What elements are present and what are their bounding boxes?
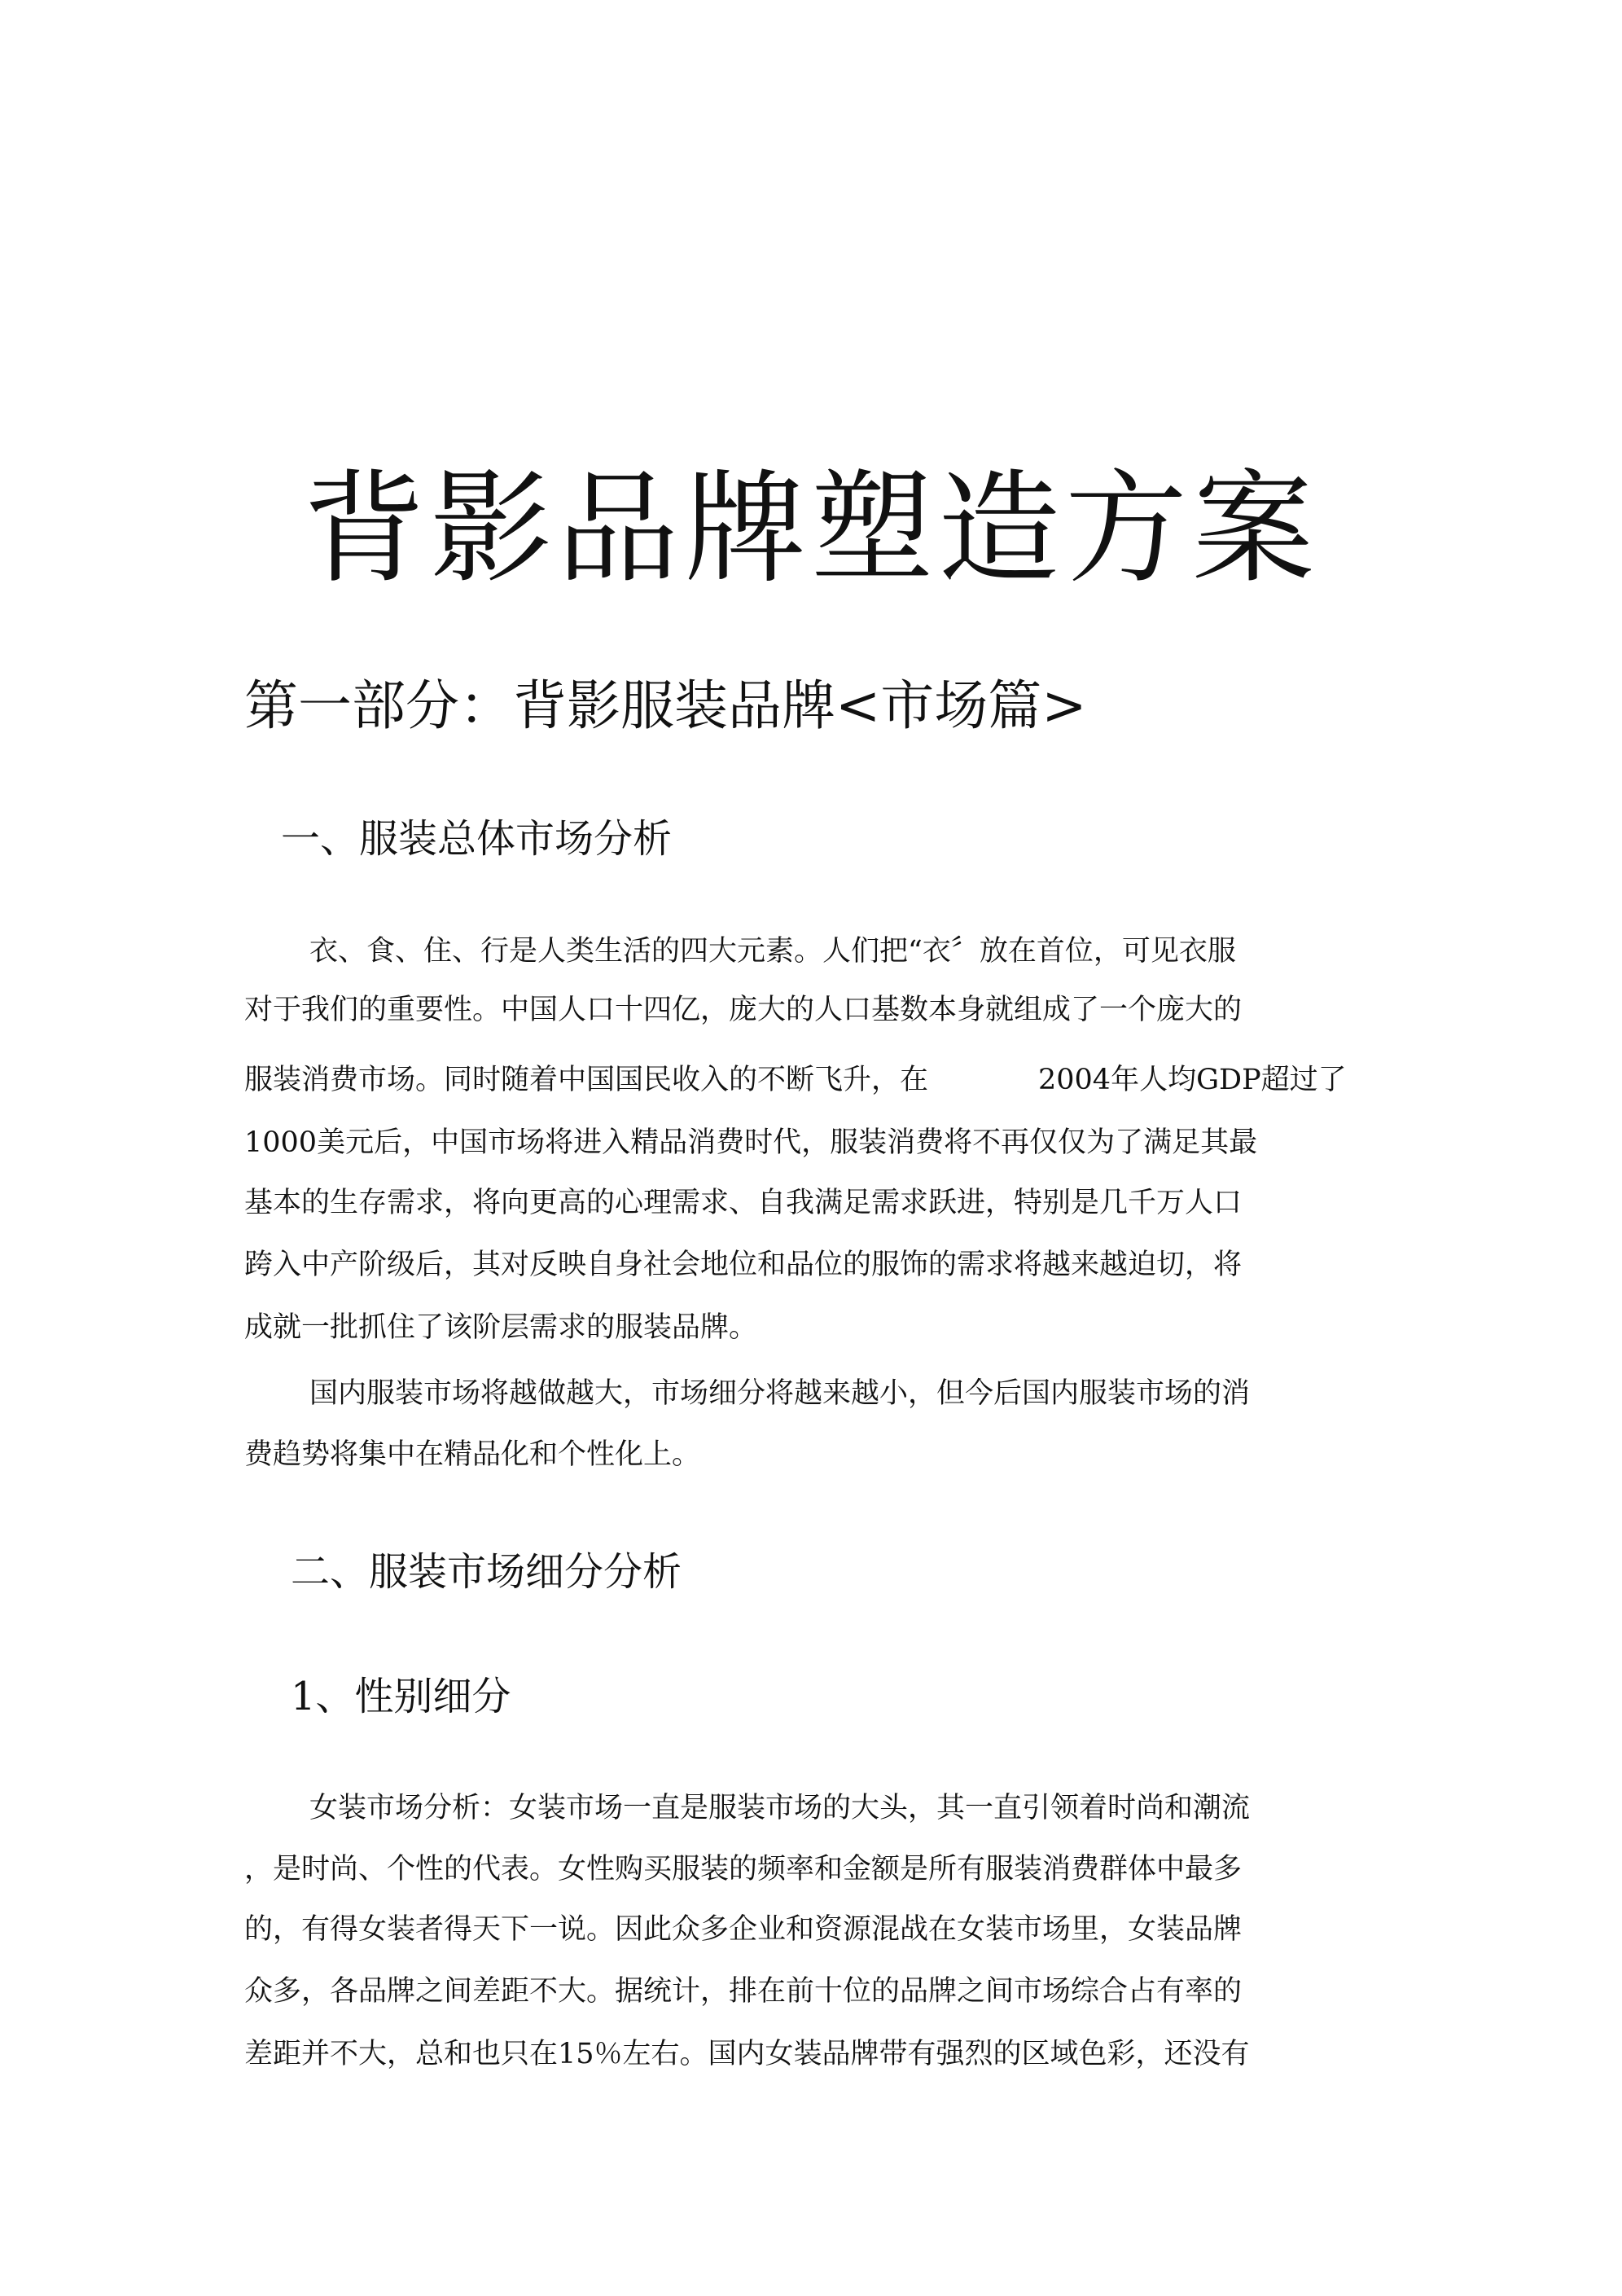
paragraph-line: 女装市场分析：女装市场一直是服装市场的大头，其一直引领着时尚和潮流 (309, 1792, 1251, 1824)
paragraph-line: 服装消费市场。同时随着中国国民收入的不断飞升，在 (244, 1064, 929, 1096)
paragraph-line: 的，有得女装者得天下一说。因此众多企业和资源混战在女装市场里，女装品牌 (244, 1913, 1243, 1946)
paragraph-line: 众多，各品牌之间差距不大。据统计，排在前十位的品牌之间市场综合占有率的 (244, 1975, 1243, 2008)
paragraph-line: 衣、食、住、行是人类生活的四大元素。人们把“衣〞放在首位，可见衣服 (309, 935, 1236, 968)
paragraph-line: 2004年人均GDP超过了 (1038, 1064, 1347, 1096)
paragraph-line: 国内服装市场将越做越大，市场细分将越来越小，但今后国内服装市场的消 (309, 1377, 1251, 1410)
paragraph-line: 费趋势将集中在精品化和个性化上。 (244, 1438, 701, 1471)
paragraph-line: 跨入中产阶级后，其对反映自身社会地位和品位的服饰的需求将越来越迫切，将 (244, 1249, 1243, 1281)
paragraph-line: 差距并不大，总和也只在15％左右。国内女装品牌带有强烈的区域色彩，还没有 (244, 2038, 1250, 2070)
part-heading: 第一部分：背影服装品牌<市场篇> (244, 674, 1087, 737)
document-title: 背影品牌塑造方案 (302, 459, 1319, 600)
section-heading-1: 一、服装总体市场分析 (281, 816, 673, 862)
paragraph-line: 1000美元后，中国市场将进入精品消费时代，服装消费将不再仅仅为了满足其最 (244, 1126, 1258, 1159)
sub-heading: 1、性别细分 (291, 1674, 511, 1719)
paragraph-line: 基本的生存需求，将向更高的心理需求、自我满足需求跃进，特别是几千万人口 (244, 1187, 1243, 1219)
section-heading-2: 二、服装市场细分分析 (291, 1549, 682, 1595)
paragraph-line: 对于我们的重要性。中国人口十四亿，庞大的人口基数本身就组成了一个庞大的 (244, 994, 1243, 1026)
paragraph-line: 成就一批抓住了该阶层需求的服装品牌。 (244, 1311, 758, 1344)
paragraph-line: ，是时尚、个性的代表。女性购买服装的频率和金额是所有服装消费群体中最多 (244, 1853, 1243, 1886)
